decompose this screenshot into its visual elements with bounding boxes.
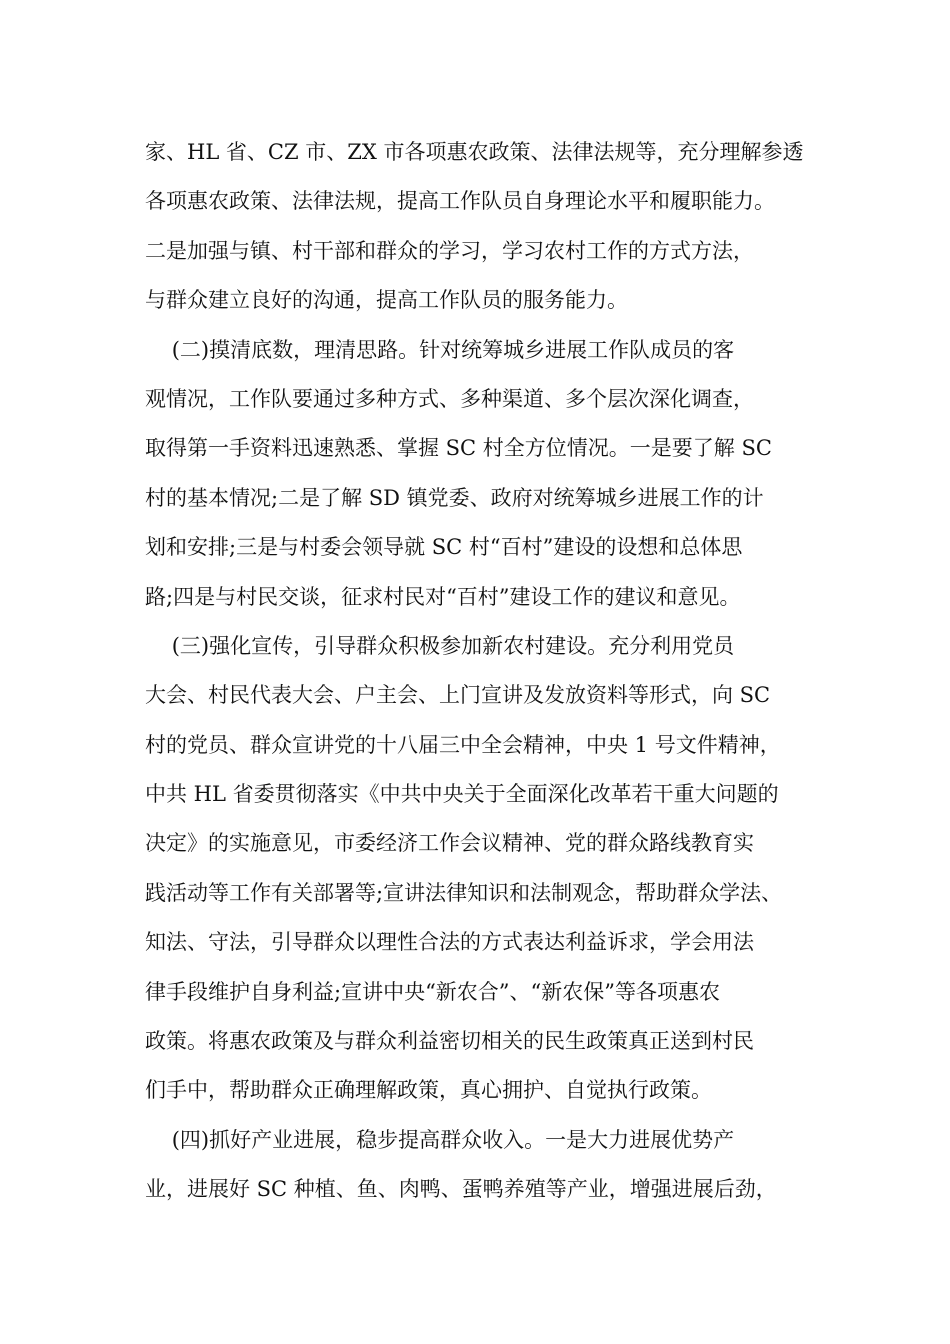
- text-line: 践活动等工作有关部署等;宣讲法律知识和法制观念，帮助群众学法、: [145, 880, 783, 905]
- text-line: 决定》的实施意见，市委经济工作会议精神、党的群众路线教育实: [145, 831, 754, 856]
- text-line: 家、HL 省、CZ 市、ZX 市各项惠农政策、法律法规等，充分理解参透: [145, 140, 804, 164]
- text-line: 律手段维护自身利益;宣讲中央“新农合”、“新农保”等各项惠农: [145, 979, 721, 1004]
- text-line: 村的基本情况;二是了解 SD 镇党委、政府对统筹城乡进展工作的计: [145, 485, 764, 510]
- paragraph-start-line: (二)摸清底数，理清思路。针对统筹城乡进展工作队成员的客: [145, 337, 735, 362]
- paragraph-start-line: (三)强化宣传，引导群众积极参加新农村建设。充分利用党员: [145, 633, 735, 658]
- text-line: 们手中，帮助群众正确理解政策，真心拥护、自觉执行政策。: [145, 1078, 712, 1103]
- text-line: 路;四是与村民交谈，征求村民对“百村”建设工作的建议和意见。: [145, 584, 741, 609]
- text-line: 取得第一手资料迅速熟悉、掌握 SC 村全方位情况。一是要了解 SC: [145, 436, 772, 461]
- text-line: 政策。将惠农政策及与群众利益密切相关的民生政策真正送到村民: [145, 1029, 754, 1054]
- paragraph-start-line: (四)抓好产业进展，稳步提高群众收入。一是大力进展优势产: [145, 1127, 735, 1152]
- text-line: 业，进展好 SC 种植、鱼、肉鸭、蛋鸭养殖等产业，增强进展后劲，: [145, 1177, 777, 1202]
- text-line: 划和安排;三是与村委会领导就 SC 村“百村”建设的设想和总体思: [145, 535, 743, 560]
- text-line: 观情况，工作队要通过多种方式、多种渠道、多个层次深化调查，: [145, 386, 754, 411]
- text-line: 与群众建立良好的沟通，提高工作队员的服务能力。: [145, 288, 628, 313]
- text-line: 二是加强与镇、村干部和群众的学习，学习农村工作的方式方法，: [145, 238, 754, 263]
- document-body: [145, 128, 835, 1215]
- text-line: 大会、村民代表大会、户主会、上门宣讲及发放资料等形式，向 SC: [145, 683, 771, 708]
- text-line: 村的党员、群众宣讲党的十八届三中全会精神，中央 1 号文件精神，: [145, 732, 781, 757]
- text-line: 中共 HL 省委贯彻落实《中共中央关于全面深化改革若干重大问题的: [145, 782, 779, 807]
- text-line: 各项惠农政策、法律法规，提高工作队员自身理论水平和履职能力。: [145, 189, 775, 214]
- text-line: 知法、守法，引导群众以理性合法的方式表达利益诉求，学会用法: [145, 930, 754, 955]
